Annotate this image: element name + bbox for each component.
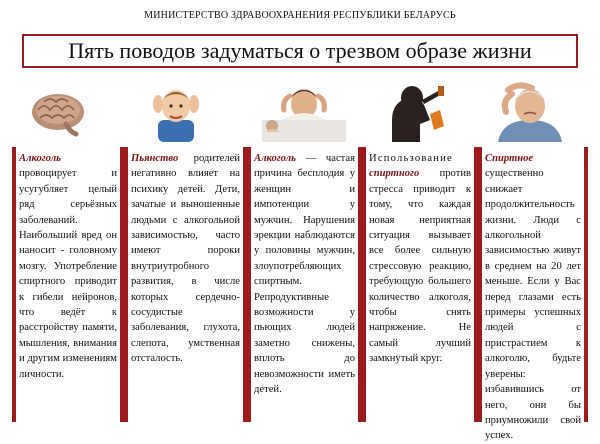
column-text: существенно снижает продолжительность жизни. Люди с алкогольной зависимостью живут в среднем на 20 лет меньше. Если у Вас перед глазами есть примеры успешных людей с пристрастием к алкоголю, будьте уверены: избавившись от него, они бы приумножили свой успех. (485, 168, 581, 442)
page-title (22, 34, 578, 68)
column-lead: спиртного (369, 168, 420, 180)
reason-column-2 (124, 147, 247, 422)
reason-column-3 (247, 147, 362, 422)
column-lead: Алкоголь (254, 153, 296, 164)
column-text: — частая причина бесплодия у женщин и импотенции у мужчин. Нарушения эрекции наблюдаются у половины мужчин, злоупотребляющих спиртным. Репродуктивные возможности у пьющих людей заметно снижены, вплоть до невозможности иметь детей. (254, 153, 355, 396)
column-lead: Алкоголь (19, 153, 61, 164)
reason-column-4 (362, 147, 478, 422)
upset-man-in-bed-icon (262, 80, 346, 142)
column-pre: Использование (369, 153, 453, 164)
column-lead: Спиртное (485, 153, 534, 164)
crying-child-icon (148, 80, 204, 142)
column-text: родителей негативно влияет на психику детей. Дети, зачатые и выношенные людьми с алкогольной зависимостью, часто имеют пороки внутриутробного развития, в числе которых сердечно-сосудистые заболевания, глухота, слепота, умственная отсталость. (131, 153, 240, 365)
illustrations-row (0, 80, 600, 142)
elderly-man-headache-icon (490, 80, 570, 142)
brain-icon (28, 80, 88, 142)
page-title-text: Пять поводов задуматься о трезвом образе жизни (68, 38, 532, 63)
ministry-header: МИНИСТЕРСТВО ЗДРАВООХРАНЕНИЯ РЕСПУБЛИКИ БЕЛАРУСЬ (144, 10, 456, 21)
reason-column-5 (478, 147, 588, 442)
column-lead: Пьянство (131, 153, 179, 164)
column-text: против стресса приводит к тому, что каждая новая неприятная ситуация вызывает все более сильную стрессовую реакцию, требующую большего количество алкоголя, чтобы снять напряжение. Не самый лучший замкнутый круг. (369, 168, 471, 365)
column-text: провоцирует и усугубляет целый ряд серьёзных заболеваний. Наибольший вред он наносит - головному мозгу. Употребление спиртного приводит к гибели нейронов, что ведёт к расстройству памяти, мышления, внимания и другим изменениям личности. (19, 168, 117, 380)
drinking-silhouette-icon (382, 80, 452, 142)
reason-column-1 (12, 147, 124, 422)
